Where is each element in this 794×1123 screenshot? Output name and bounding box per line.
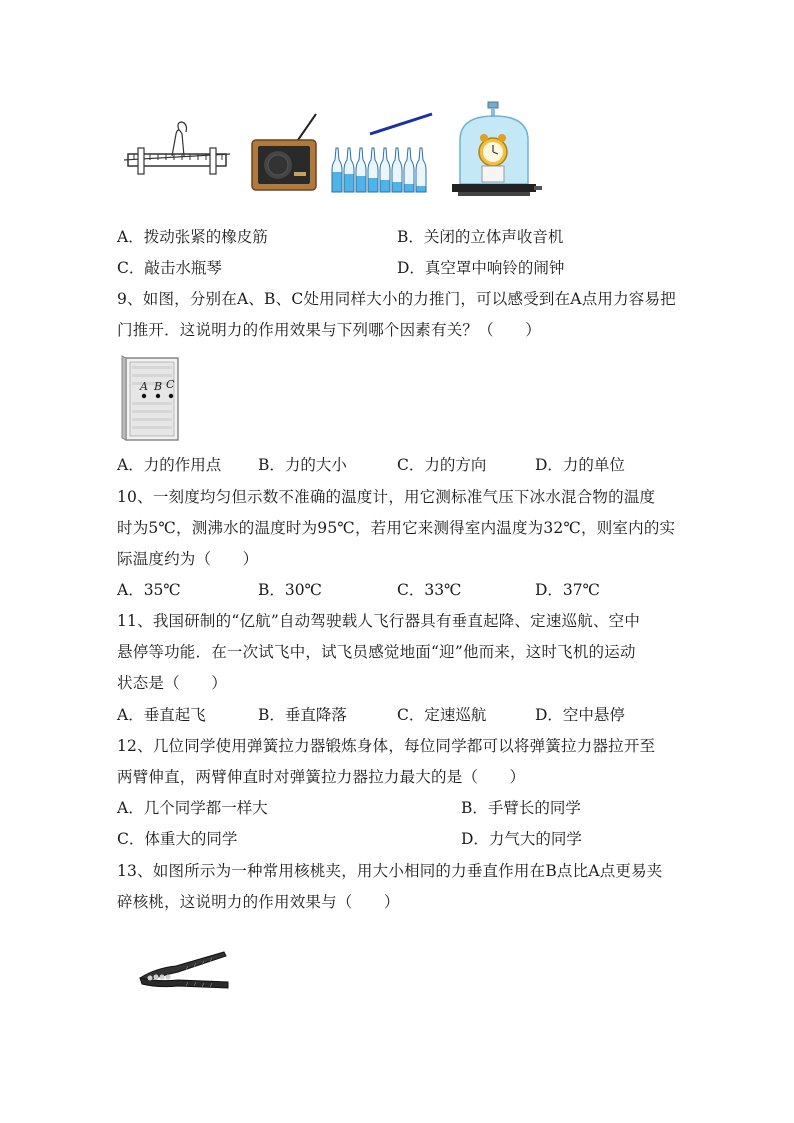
q9-option-a[interactable]: A．力的作用点 xyxy=(117,456,222,474)
q10-option-c[interactable]: C．33℃ xyxy=(397,581,462,599)
q11-option-c[interactable]: C．定速巡航 xyxy=(397,706,487,724)
figure-door xyxy=(120,354,184,442)
figure-nutcracker xyxy=(136,944,236,994)
figure-radio xyxy=(248,112,320,194)
q9-text-line-2: 门推开．这说明力的作用效果与下列哪个因素有关？（ ） xyxy=(117,321,541,339)
q8-option-b[interactable]: B．关闭的立体声收音机 xyxy=(397,228,564,246)
q12-text-line-1: 12、几位同学使用弹簧拉力器锻炼身体，每位同学都可以将弹簧拉力器拉开至 xyxy=(117,737,656,755)
door-label-b: B xyxy=(154,380,163,393)
figure-water-bottles xyxy=(330,112,434,194)
q12-option-a[interactable]: A．几个同学都一样大 xyxy=(117,799,268,817)
figure-rubber-band xyxy=(124,120,230,186)
q11-option-a[interactable]: A．垂直起飞 xyxy=(117,706,206,724)
q8-option-a[interactable]: A．拨动张紧的橡皮筋 xyxy=(117,228,268,246)
q11-text-line-2: 悬停等功能．在一次试飞中，试飞员感觉地面“迎”他而来，这时飞机的运动 xyxy=(117,643,636,661)
door-label-a: A xyxy=(140,380,148,393)
q8-option-c[interactable]: C．敲击水瓶琴 xyxy=(117,259,222,277)
q11-text-line-3: 状态是（ ） xyxy=(117,674,227,692)
q11-option-d[interactable]: D．空中悬停 xyxy=(535,706,625,724)
figure-bell-jar-clock xyxy=(446,100,542,200)
q12-option-c[interactable]: C．体重大的同学 xyxy=(117,830,238,848)
q10-option-d[interactable]: D．37℃ xyxy=(535,581,600,599)
door-label-c: C xyxy=(166,378,175,391)
q10-option-a[interactable]: A．35℃ xyxy=(117,581,181,599)
q9-text-line-1: 9、如图，分别在A、B、C处用同样大小的力推门，可以感受到在A点用力容易把 xyxy=(117,290,676,308)
q10-option-b[interactable]: B．30℃ xyxy=(258,581,322,599)
q12-option-b[interactable]: B．手臂长的同学 xyxy=(461,799,581,817)
q9-option-c[interactable]: C．力的方向 xyxy=(397,456,487,474)
q12-option-d[interactable]: D．力气大的同学 xyxy=(461,830,582,848)
q10-text-line-2: 时为5℃，测沸水的温度时为95℃，若用它来测得室内温度为32℃，则室内的实 xyxy=(117,519,676,537)
q10-text-line-1: 10、一刻度均匀但示数不准确的温度计，用它测标准气压下冰水混合物的温度 xyxy=(117,488,656,506)
q12-text-line-2: 两臂伸直，两臂伸直时对弹簧拉力器拉力最大的是（ ） xyxy=(117,768,526,786)
q13-text-line-1: 13、如图所示为一种常用核桃夹，用大小相同的力垂直作用在B点比A点更易夹 xyxy=(117,862,663,880)
q13-text-line-2: 碎核桃，这说明力的作用效果与（ ） xyxy=(117,893,400,911)
q10-text-line-3: 际温度约为（ ） xyxy=(117,550,259,568)
q8-option-d[interactable]: D．真空罩中响铃的闹钟 xyxy=(397,259,565,277)
q9-option-d[interactable]: D．力的单位 xyxy=(535,456,625,474)
q9-option-b[interactable]: B．力的大小 xyxy=(258,456,347,474)
q11-text-line-1: 11、我国研制的“亿航”自动驾驶载人飞行器具有垂直起降、定速巡航、空中 xyxy=(117,612,641,630)
q11-option-b[interactable]: B．垂直降落 xyxy=(258,706,347,724)
